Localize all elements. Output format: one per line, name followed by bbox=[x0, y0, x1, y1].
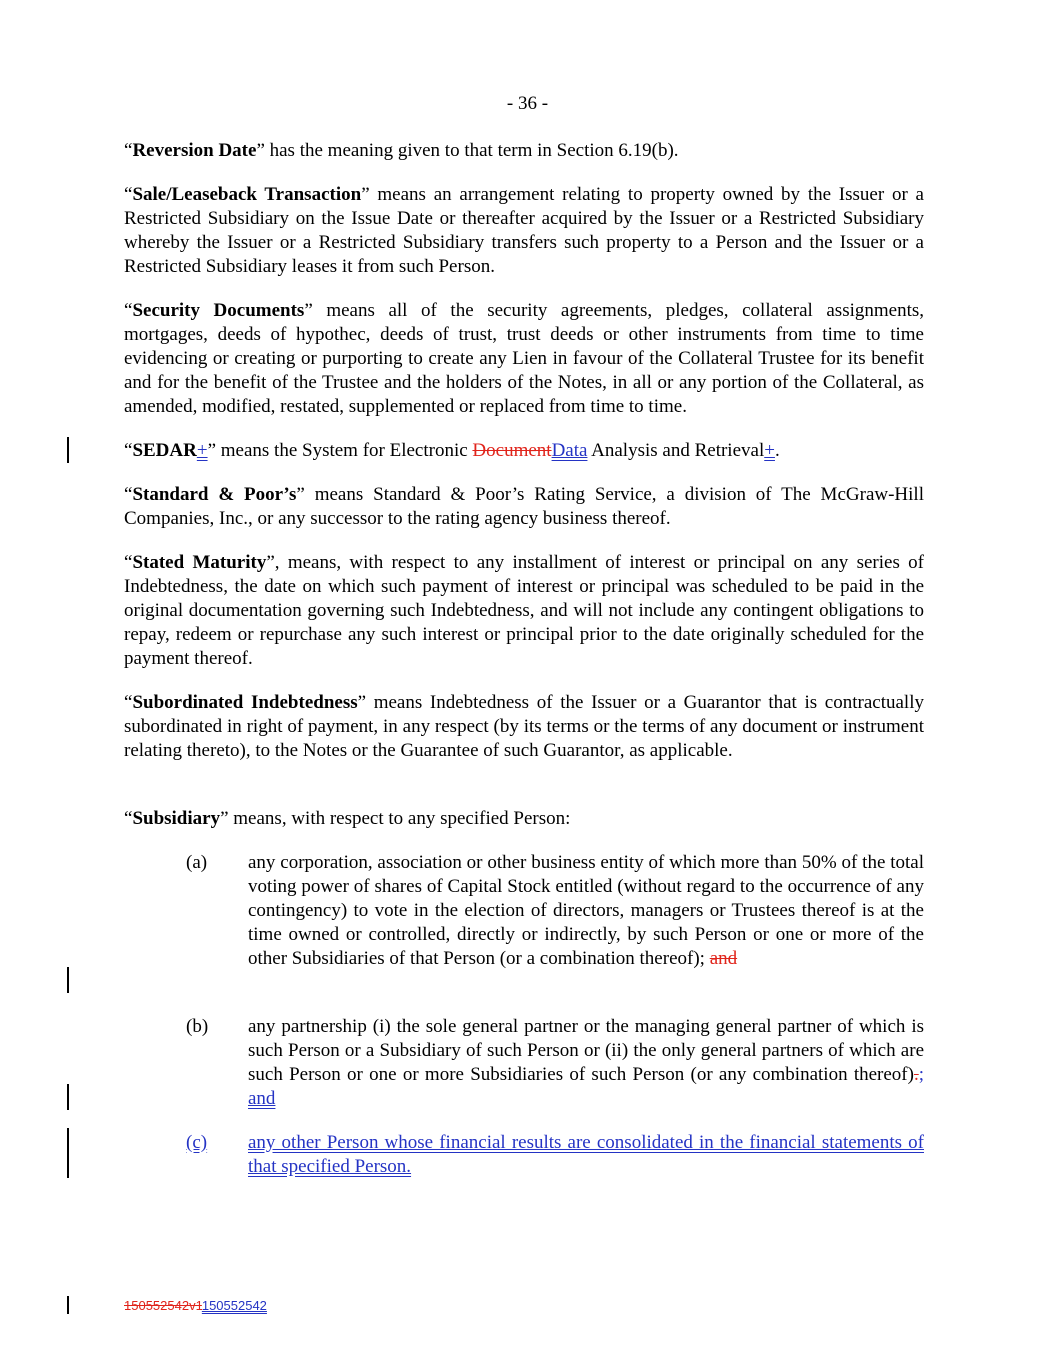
definition-subordinated-indebtedness: “Subordinated Indebtedness” means Indebtedness of the Issuer or a Guarantor that is contractually subordinated in right of payment, in any respect (by its terms or the terms of any document or instrument relating thereto), to the Notes or the Guarantee of such Guarantor, as applicable. bbox=[124, 692, 924, 761]
inserted-text: Data bbox=[551, 440, 588, 461]
definition-sale-leaseback: “Sale/Leaseback Transaction” means an arrangement relating to property owned by the Issuer or a Restricted Subsidiary on the Issue Date or thereafter acquired by the Issuer or a Restricted Subsidiary whereby the Issuer or a Restricted Subsidiary transfers such property to a Person and the Issuer or a Restricted Subsidiary leases it from such Person. bbox=[124, 184, 924, 277]
inserted-text: + bbox=[764, 440, 775, 461]
clause-label: (b) bbox=[186, 1016, 209, 1037]
deleted-text: . bbox=[913, 1064, 919, 1085]
clause-text: any partnership (i) the sole general partner or the managing general partner of which is such Person or a Subsidiary of such Person or (ii) the only general partners of which are such Person or one or more Subsidiaries of such Person (or any combination thereof).; and bbox=[248, 1016, 924, 1109]
defined-term: Security Documents bbox=[132, 300, 305, 321]
page-number: - 36 - bbox=[506, 93, 549, 114]
inserted-text: + bbox=[196, 440, 208, 461]
change-bar bbox=[67, 967, 69, 993]
defined-term: Stated Maturity bbox=[132, 552, 267, 573]
deleted-text: and bbox=[709, 948, 738, 969]
inserted-text: ; and bbox=[248, 1064, 924, 1109]
change-bar bbox=[67, 1084, 69, 1110]
clause-label: (c) bbox=[186, 1132, 208, 1153]
defined-term: Subordinated Indebtedness bbox=[132, 692, 358, 713]
deleted-text: Document bbox=[472, 440, 552, 461]
change-bar bbox=[67, 1296, 69, 1314]
defined-term: Reversion Date bbox=[132, 140, 257, 161]
clause-text: any other Person whose financial results are consolidated in the financial statements of that specified Person. bbox=[248, 1132, 924, 1177]
clause-text: any corporation, association or other business entity of which more than 50% of the total voting power of shares of Capital Stock entitled (without regard to the occurrence of any contingency) to vote in the election of directors, managers or Trustees thereof is at the time owned or controlled, directly or indirectly, by such Person or one or more of the other Subsidiaries of that Person (or a combination thereof); and bbox=[248, 852, 924, 969]
definition-standard-poors: “Standard & Poor’s” means Standard & Poor’s Rating Service, a division of The McGraw-Hill Companies, Inc., or any successor to the rating agency business thereof. bbox=[124, 484, 924, 529]
definition-stated-maturity: “Stated Maturity”, means, with respect to any installment of interest or principal on any series of Indebtedness, the date on which such payment of interest or principal was scheduled to be paid in the original documentation governing such Indebtedness, and will not include any contingent obligations to repay, redeem or repurchase any such interest or principal prior to the date originally scheduled for the payment thereof. bbox=[124, 552, 924, 669]
change-bar bbox=[67, 437, 69, 463]
defined-term: Standard & Poor’s bbox=[132, 484, 297, 505]
change-bar bbox=[67, 1128, 69, 1178]
definition-security-documents: “Security Documents” means all of the security agreements, pledges, collateral assignments, mortgages, deeds of hypothec, deeds of trust, trust deeds or other instruments from time to time evidencing or creating or purporting to create any Lien in favour of the Collateral Trustee for its benefit and for the benefit of the Trustee and the holders of the Notes, in all or any portion of the Collateral, as amended, modified, restated, supplemented or replaced from time to time. bbox=[124, 300, 924, 417]
definition-subsidiary: “Subsidiary” means, with respect to any specified Person: bbox=[124, 808, 571, 829]
inserted-text: 150552542 bbox=[201, 1298, 267, 1313]
document-id-footer bbox=[124, 1298, 267, 1313]
definition-reversion-date: “Reversion Date” has the meaning given to that term in Section 6.19(b). bbox=[124, 140, 679, 161]
clause-label: (a) bbox=[186, 852, 208, 873]
deleted-text: 150552542v1 bbox=[124, 1298, 202, 1313]
defined-term: SEDAR bbox=[132, 440, 197, 461]
defined-term: Subsidiary bbox=[132, 808, 221, 829]
defined-term: Sale/Leaseback Transaction bbox=[132, 184, 362, 205]
definition-sedar: “SEDAR+” means the System for Electronic DocumentData Analysis and Retrieval+. bbox=[124, 440, 780, 461]
